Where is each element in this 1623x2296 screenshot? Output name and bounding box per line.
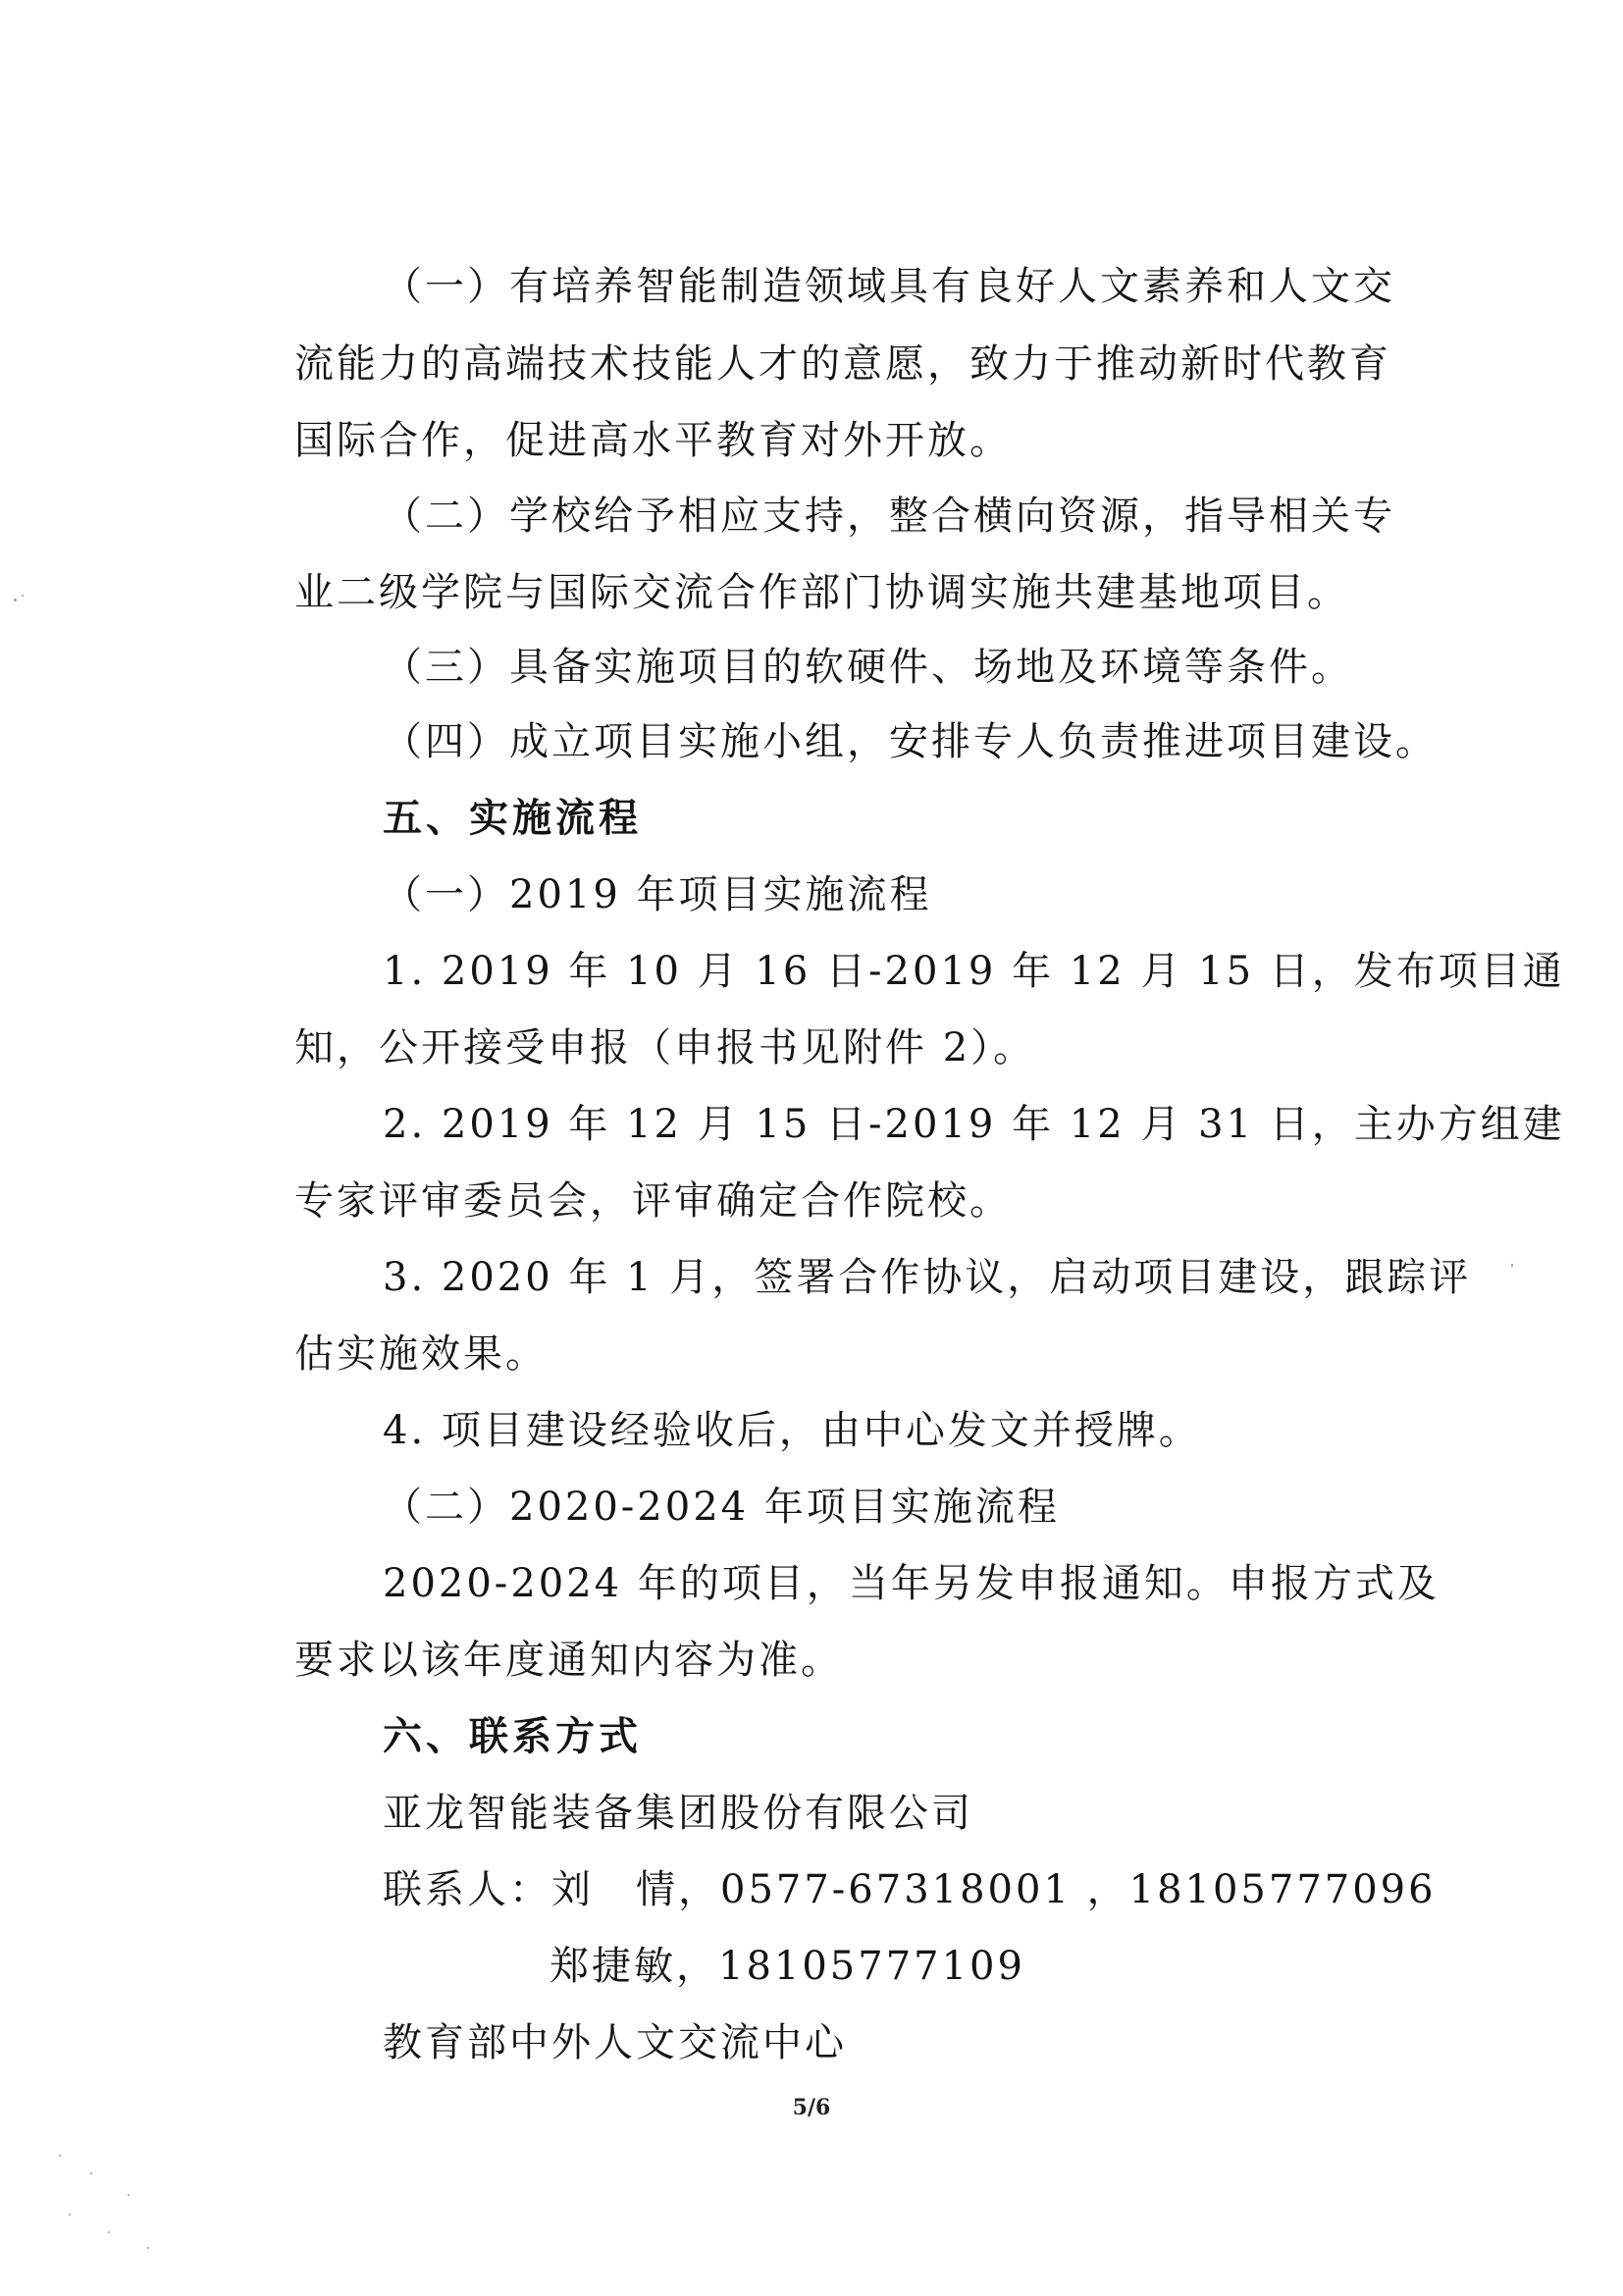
paragraph-1-line-3: 国际合作，促进高水平教育对外开放。 (294, 418, 1012, 463)
scan-speck (147, 2247, 149, 2249)
scan-speck (14, 599, 17, 601)
contact-person-1: 联系人：刘 情，0577-67318001 ，18105777096 (383, 1867, 1437, 1912)
paragraph-4-line-1: （四）成立项目实施小组，安排专人负责推进项目建设。 (383, 719, 1438, 764)
step-2-line-2: 专家评审委员会，评审确定合作院校。 (294, 1178, 1012, 1224)
paragraph-2-line-2: 业二级学院与国际交流合作部门协调实施共建基地项目。 (294, 570, 1349, 615)
scan-speck (1511, 1264, 1513, 1267)
scan-speck (128, 2194, 130, 2196)
organization-name: 教育部中外人文交流中心 (383, 2020, 847, 2065)
section-5-sub-2: （二）2020-2024 年项目实施流程 (383, 1485, 1060, 1530)
contact-person-2: 郑捷敏，18105777109 (550, 1944, 1025, 1989)
paragraph-3-line-1: （三）具备实施项目的软硬件、场地及环境等条件。 (383, 645, 1353, 690)
paragraph-2-line-1: （二）学校给予相应支持，整合横向资源，指导相关专 (383, 494, 1395, 539)
section-5-sub-2-line-2: 要求以该年度通知内容为准。 (294, 1638, 843, 1683)
company-name: 亚龙智能装备集团股份有限公司 (383, 1791, 973, 1836)
page-number: 5/6 (792, 2095, 831, 2120)
scan-speck (59, 2155, 61, 2157)
scan-speck (69, 2214, 71, 2216)
step-3-line-2: 估实施效果。 (294, 1331, 548, 1377)
step-1-line-1: 1. 2019 年 10 月 16 日-2019 年 12 月 15 日，发布项目通 (383, 949, 1565, 994)
scan-speck (22, 595, 24, 597)
step-4-line-1: 4. 项目建设经验收后，由中心发文并授牌。 (383, 1408, 1201, 1453)
step-3-line-1: 3. 2020 年 1 月，签署合作协议，启动项目建设，跟踪评 (383, 1255, 1472, 1300)
paragraph-1-line-1: （一）有培养智能制造领域具有良好人文素养和人文交 (383, 264, 1395, 309)
section-5-heading: 五、实施流程 (383, 796, 642, 841)
section-5-sub-1: （一）2019 年项目实施流程 (383, 872, 932, 917)
scan-speck (108, 2231, 110, 2233)
step-2-line-1: 2. 2019 年 12 月 15 日-2019 年 12 月 31 日，主办方组建 (383, 1102, 1565, 1147)
section-6-heading: 六、联系方式 (383, 1714, 642, 1759)
step-1-line-2: 知，公开接受申报（申报书见附件 2）。 (294, 1025, 1036, 1070)
scan-speck (90, 2172, 92, 2174)
paragraph-1-line-2: 流能力的高端技术技能人才的意愿，致力于推动新时代教育 (294, 341, 1391, 387)
section-5-sub-2-line-1: 2020-2024 年的项目，当年另发申报通知。申报方式及 (383, 1561, 1440, 1606)
